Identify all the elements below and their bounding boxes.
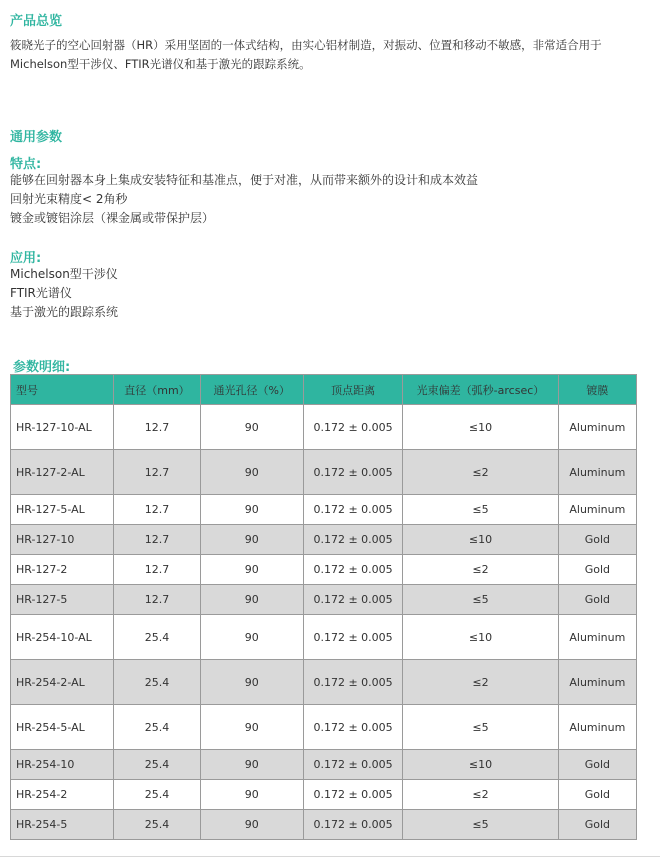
cell-diameter: 25.4	[114, 615, 200, 660]
cell-vertex-distance: 0.172 ± 0.005	[303, 450, 402, 495]
table-row	[11, 750, 637, 780]
table-row	[11, 585, 637, 615]
cell-vertex-distance: 0.172 ± 0.005	[303, 525, 402, 555]
table-row	[11, 525, 637, 555]
cell-coating: Aluminum	[558, 495, 636, 525]
cell-model: HR-254-10	[11, 750, 114, 780]
cell-diameter: 12.7	[114, 450, 200, 495]
cell-aperture: 90	[200, 810, 303, 840]
applications-title: 应用:	[10, 251, 42, 266]
cell-aperture: 90	[200, 495, 303, 525]
cell-vertex-distance: 0.172 ± 0.005	[303, 810, 402, 840]
cell-aperture: 90	[200, 615, 303, 660]
cell-coating: Aluminum	[558, 660, 636, 705]
cell-model: HR-127-10-AL	[11, 405, 114, 450]
cell-vertex-distance: 0.172 ± 0.005	[303, 585, 402, 615]
features-item: 回射光束精度< 2角秒	[10, 192, 128, 206]
cell-vertex-distance: 0.172 ± 0.005	[303, 615, 402, 660]
cell-beam-deviation: ≤10	[403, 525, 558, 555]
cell-diameter: 12.7	[114, 525, 200, 555]
cell-aperture: 90	[200, 450, 303, 495]
cell-beam-deviation: ≤2	[403, 555, 558, 585]
table-row	[11, 495, 637, 525]
cell-coating: Gold	[558, 810, 636, 840]
overview-text: 筱晓光子的空心回射器（HR）采用坚固的一体式结构，由实心铝材制造，对振动、位置和移动不敏感，非常适合用于Michelson型干涉仪、FTIR光谱仪和基于激光的跟踪系统。	[10, 38, 602, 71]
cell-vertex-distance: 0.172 ± 0.005	[303, 405, 402, 450]
features-item: 能够在回射器本身上集成安装特征和基准点，便于对准，从而带来额外的设计和成本效益	[10, 173, 479, 187]
cell-aperture: 90	[200, 555, 303, 585]
table-row	[11, 555, 637, 585]
cell-diameter: 25.4	[114, 705, 200, 750]
cell-beam-deviation: ≤10	[403, 750, 558, 780]
applications-item: Michelson型干涉仪	[10, 267, 118, 281]
table-row	[11, 660, 637, 705]
cell-aperture: 90	[200, 585, 303, 615]
table-row	[11, 810, 637, 840]
table-row	[11, 405, 637, 450]
cell-coating: Aluminum	[558, 405, 636, 450]
features-title: 特点:	[10, 157, 42, 172]
cell-coating: Aluminum	[558, 615, 636, 660]
cell-coating: Aluminum	[558, 450, 636, 495]
cell-aperture: 90	[200, 660, 303, 705]
cell-aperture: 90	[200, 780, 303, 810]
cell-coating: Gold	[558, 750, 636, 780]
header-diameter: 直径（mm）	[114, 375, 200, 405]
cell-beam-deviation: ≤5	[403, 585, 558, 615]
cell-diameter: 12.7	[114, 495, 200, 525]
cell-diameter: 12.7	[114, 585, 200, 615]
cell-diameter: 25.4	[114, 660, 200, 705]
params-title: 参数明细:	[13, 360, 71, 375]
features-list	[10, 171, 478, 228]
cell-vertex-distance: 0.172 ± 0.005	[303, 495, 402, 525]
table-row	[11, 705, 637, 750]
header-vertex-distance: 顶点距离	[303, 375, 402, 405]
applications-item: FTIR光谱仪	[10, 286, 72, 300]
cell-beam-deviation: ≤5	[403, 495, 558, 525]
header-aperture: 通光孔径（%）	[200, 375, 303, 405]
cell-model: HR-254-2-AL	[11, 660, 114, 705]
cell-diameter: 25.4	[114, 780, 200, 810]
cell-aperture: 90	[200, 705, 303, 750]
cell-coating: Gold	[558, 555, 636, 585]
cell-diameter: 25.4	[114, 810, 200, 840]
cell-diameter: 12.7	[114, 555, 200, 585]
cell-coating: Gold	[558, 585, 636, 615]
cell-model: HR-127-5	[11, 585, 114, 615]
table-row	[11, 450, 637, 495]
features-item: 镀金或镀铝涂层（裸金属或带保护层）	[10, 211, 215, 225]
header-coating: 镀膜	[558, 375, 636, 405]
applications-item: 基于激光的跟踪系统	[10, 305, 119, 319]
cell-aperture: 90	[200, 750, 303, 780]
header-beam-deviation: 光束偏差（弧秒-arcsec）	[403, 375, 558, 405]
cell-model: HR-254-5-AL	[11, 705, 114, 750]
general-params-title: 通用参数	[10, 130, 63, 145]
cell-coating: Gold	[558, 780, 636, 810]
cell-diameter: 12.7	[114, 405, 200, 450]
table-row	[11, 780, 637, 810]
cell-beam-deviation: ≤2	[403, 450, 558, 495]
params-table	[10, 374, 637, 840]
cell-beam-deviation: ≤10	[403, 405, 558, 450]
bottom-divider	[0, 856, 660, 857]
cell-beam-deviation: ≤2	[403, 660, 558, 705]
cell-coating: Aluminum	[558, 705, 636, 750]
header-model: 型号	[11, 375, 114, 405]
cell-model: HR-127-2	[11, 555, 114, 585]
applications-list	[10, 265, 118, 322]
cell-beam-deviation: ≤5	[403, 705, 558, 750]
cell-model: HR-127-10	[11, 525, 114, 555]
overview-title: 产品总览	[10, 14, 63, 29]
cell-beam-deviation: ≤10	[403, 615, 558, 660]
cell-vertex-distance: 0.172 ± 0.005	[303, 705, 402, 750]
cell-vertex-distance: 0.172 ± 0.005	[303, 555, 402, 585]
cell-vertex-distance: 0.172 ± 0.005	[303, 750, 402, 780]
cell-aperture: 90	[200, 405, 303, 450]
cell-model: HR-254-5	[11, 810, 114, 840]
cell-diameter: 25.4	[114, 750, 200, 780]
cell-model: HR-127-5-AL	[11, 495, 114, 525]
cell-beam-deviation: ≤2	[403, 780, 558, 810]
cell-aperture: 90	[200, 525, 303, 555]
table-header-row	[11, 375, 637, 405]
cell-model: HR-254-10-AL	[11, 615, 114, 660]
cell-vertex-distance: 0.172 ± 0.005	[303, 660, 402, 705]
cell-coating: Gold	[558, 525, 636, 555]
table-row	[11, 615, 637, 660]
cell-vertex-distance: 0.172 ± 0.005	[303, 780, 402, 810]
cell-model: HR-254-2	[11, 780, 114, 810]
cell-model: HR-127-2-AL	[11, 450, 114, 495]
cell-beam-deviation: ≤5	[403, 810, 558, 840]
